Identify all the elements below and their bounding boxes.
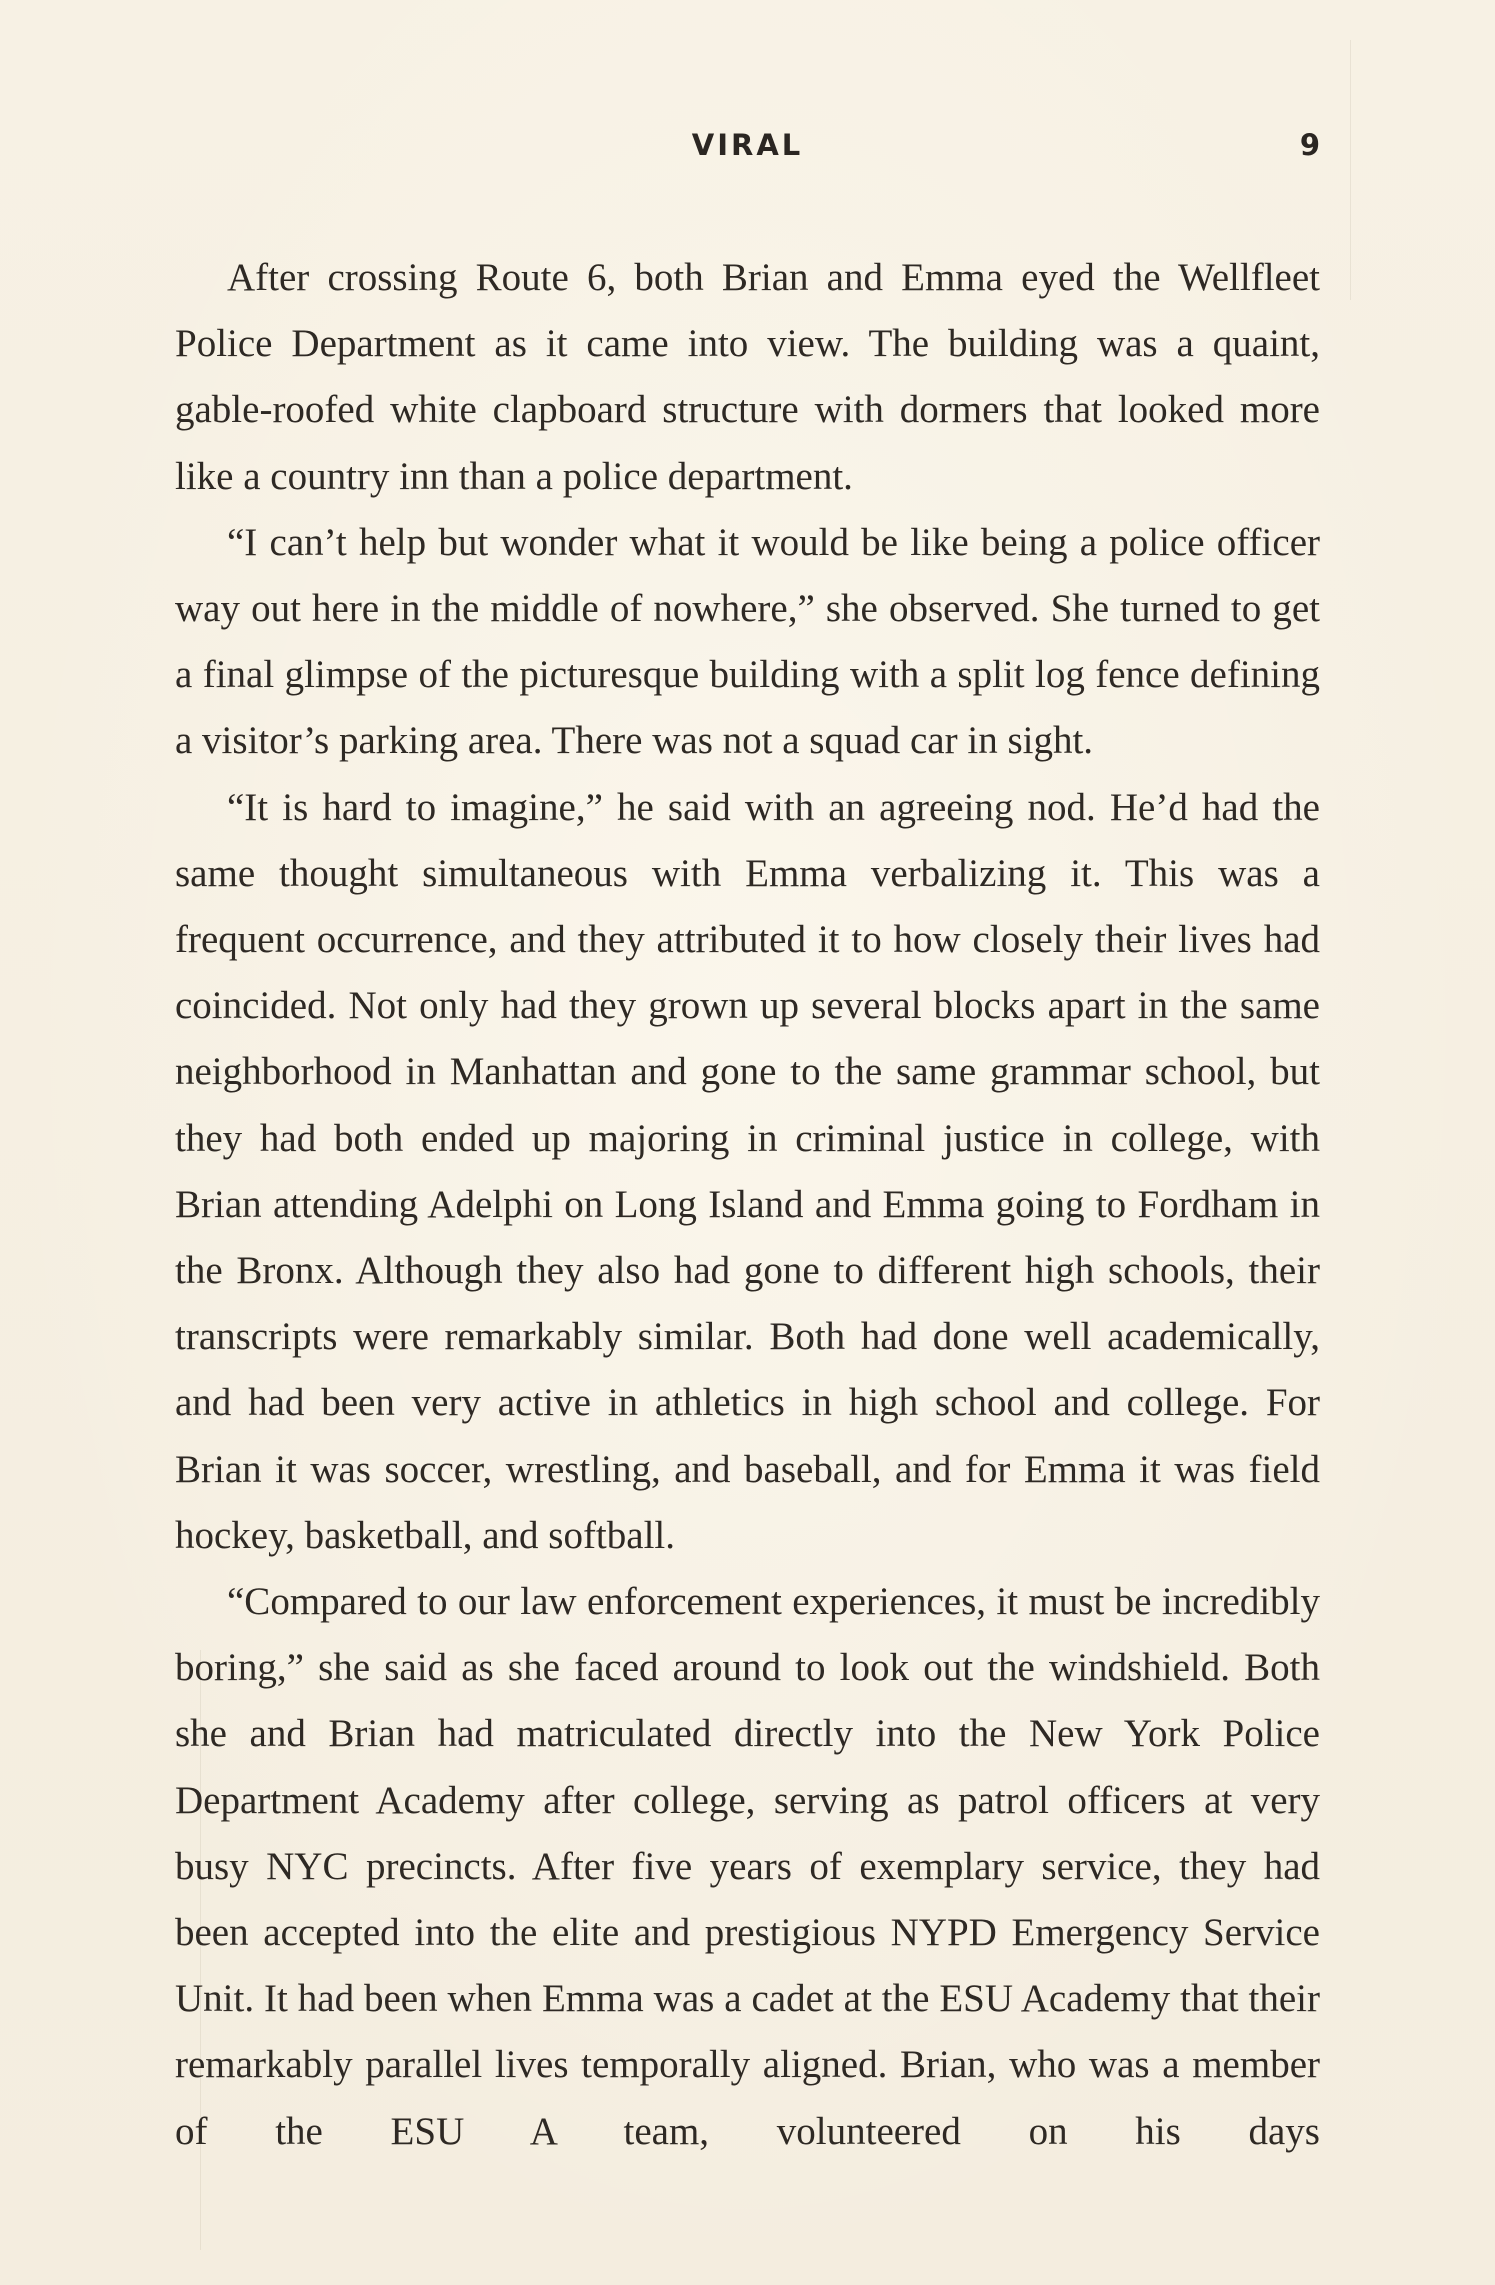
paragraph: “Compared to our law enforcement experiences, it must be incredibly boring,” she said as she faced around to look out the windshield. Both she and Brian had matriculated directly into the New York Police Department Academy after college, serving as patrol officers at very busy NYC precincts. After five years of exemplary service, they had been accepted into the elite and prestigious NYPD Emergency Service Unit. It had been when Emma was a cadet at the ESU Academy that their remarkably parallel lives temporally aligned. Brian, who was a member of the ESU A team, volunteered on his days (175, 1580, 1320, 2153)
page-header (175, 128, 1320, 172)
paragraph: After crossing Route 6, both Brian and Emma eyed the Wellfleet Police Department as it came into view. The building was a quaint, gable-roofed white clapboard structure with dormers that looked more like a country inn than a police department. (175, 256, 1320, 498)
page-number: 9 (1299, 128, 1320, 162)
paragraph: “It is hard to imagine,” he said with an agreeing nod. He’d had the same thought simultaneous with Emma verbalizing it. This was a frequent occurrence, and they attributed it to how closely their lives had coincided. Not only had they grown up several blocks apart in the same neighborhood in Manhattan and gone to the same grammar school, but they had both ended up majoring in criminal justice in college, with Brian attending Adelphi on Long Island and Emma going to Fordham in the Bronx. Although they also had gone to different high schools, their transcripts were remarkably similar. Both had done well academically, and had been very active in athletics in high school and college. For Brian it was soccer, wrestling, and baseball, and for Emma it was field hockey, basketball, and softball. (175, 785, 1320, 1557)
page-crease (1350, 40, 1351, 300)
running-title: VIRAL (691, 128, 804, 162)
paragraph: “I can’t help but wonder what it would be like being a police officer way out here in the middle of nowhere,” she observed. She turned to get a final glimpse of the picturesque building with a split log fence defining a visitor’s parking area. There was not a squad car in sight. (175, 520, 1320, 763)
body-text (175, 245, 1320, 2165)
